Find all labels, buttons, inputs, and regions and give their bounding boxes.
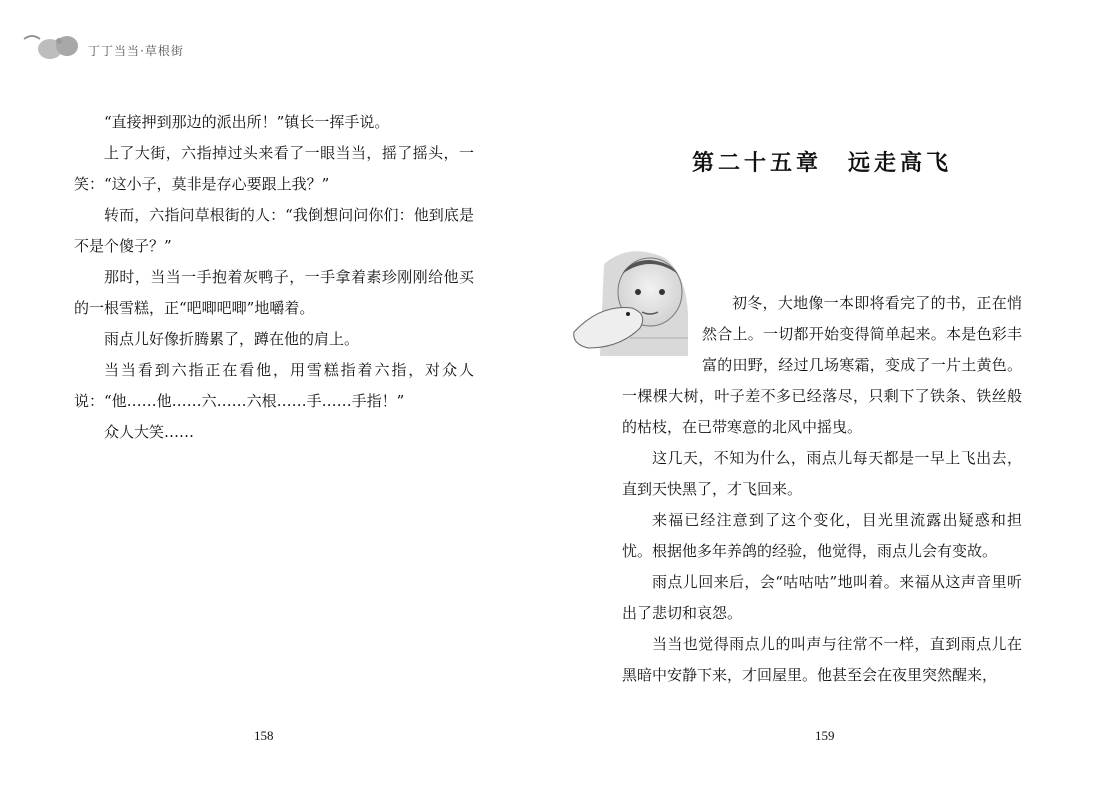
right-page-body: [622, 288, 1022, 691]
paragraph: “直接押到那边的派出所！”镇长一挥手说。: [104, 113, 390, 131]
paragraph: 上了大街，六指掉过头来看了一眼当当，摇了摇头，一笑：“这小子，莫非是存心要跟上我？”: [74, 144, 474, 193]
running-header: [22, 28, 184, 64]
left-page-body: [74, 107, 474, 448]
paragraph: 雨点儿回来后，会“咕咕咕”地叫着。来福从这声音里听出了悲切和哀怨。: [622, 573, 1022, 622]
paragraph: 那时，当当一手抱着灰鸭子，一手拿着素珍刚刚给他买的一根雪糕，正“吧唧吧唧”地嚼着。: [74, 268, 474, 317]
paragraph: 转而，六指问草根街的人：“我倒想问问你们：他到底是不是个傻子？”: [74, 206, 474, 255]
chapter-title: 第二十五章 远走高飞: [691, 150, 952, 176]
paragraph: 雨点儿好像折腾累了，蹲在他的肩上。: [104, 330, 360, 348]
illustration-wrap-space: [622, 288, 702, 381]
paragraph: 初冬，大地像一本即将看完了的书，正在悄然合上。一切都开始变得简单起来。本是色彩丰富的田野，经过几场寒霜，变成了一片土黄色。一棵棵大树，叶子差不多已经落尽，只剩下了铁条、铁丝般的枯枝，在已带寒意的北风中摇曳。: [622, 294, 1022, 436]
paragraph: 来福已经注意到了这个变化，目光里流露出疑惑和担忧。根据他多年养鸽的经验，他觉得，雨点儿会有变故。: [622, 511, 1022, 560]
page-number-left: 158: [254, 728, 274, 743]
paragraph: 当当也觉得雨点儿的叫声与往常不一样，直到雨点儿在黑暗中安静下来，才回屋里。他甚至会在夜里突然醒来，: [622, 635, 1022, 684]
paragraph: 众人大笑……: [104, 423, 195, 441]
paragraph: 当当看到六指正在看他，用雪糕指着六指，对众人说：“他……他……六……六根……手……手指！”: [74, 361, 474, 410]
page-number-right: 159: [815, 728, 835, 743]
gourd-logo-icon: [22, 29, 84, 63]
series-title: 丁丁当当·草根街: [88, 43, 184, 58]
paragraph: 这几天，不知为什么，雨点儿每天都是一早上飞出去，直到天快黑了，才飞回来。: [622, 449, 1022, 498]
